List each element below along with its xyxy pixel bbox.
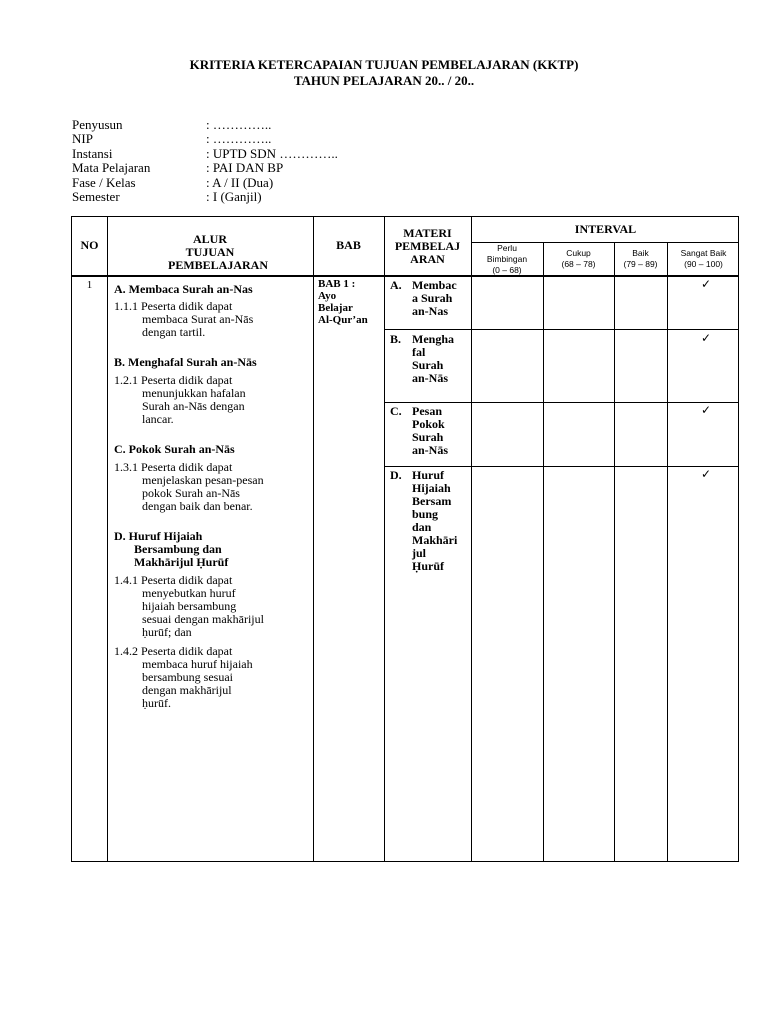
materi-line: fal [412, 345, 426, 359]
interval-cukup [543, 248, 614, 270]
materi-line: Membac [412, 278, 457, 292]
checkmark-icon: ✓ [701, 277, 712, 291]
item-line: hijaiah bersambung [142, 599, 237, 613]
item-line: Surah an-Nās dengan [142, 399, 245, 413]
col-divider [614, 242, 615, 861]
materi-line: Mengha [412, 332, 454, 346]
item-line: membaca Surat an-Nās [142, 312, 254, 326]
meta-value: : ………….. [206, 131, 272, 147]
atp-item-1-4-2 [114, 645, 310, 710]
item-number: 1.1.1 [114, 299, 138, 313]
materi-letter: C. [390, 404, 402, 418]
materi-line: an-Nās [412, 371, 449, 385]
item-line: sesuai dengan makhārijul [142, 612, 264, 626]
document-title: KRITERIA KETERCAPAIAN TUJUAN PEMBELAJARAN (KKTP) [189, 57, 579, 72]
interval-sangat-baik [667, 248, 740, 270]
meta-label: Mata Pelajaran [72, 160, 151, 176]
col-divider [471, 217, 472, 861]
section-title-line: D. Huruf Hijaiah [114, 529, 203, 543]
materi-text [412, 279, 457, 318]
meta-value: : UPTD SDN ………….. [206, 145, 338, 161]
row-divider [384, 402, 738, 403]
row-divider [384, 466, 738, 467]
materi-line: Surah [412, 430, 444, 444]
bab-line: Ayo [318, 290, 337, 302]
meta-label: Fase / Kelas [72, 174, 136, 190]
meta-label: Instansi [72, 145, 113, 161]
meta-label: Semester [72, 189, 120, 205]
col-divider [667, 242, 668, 861]
checkmark-icon: ✓ [701, 331, 712, 345]
meta-value: : I (Ganjil) [206, 189, 262, 205]
item-line: Peserta didik dapat [141, 299, 233, 313]
meta-label: Penyusun [72, 117, 123, 132]
item-line: dengan tartil. [142, 325, 206, 339]
meta-row-penyusun [72, 118, 338, 132]
item-line: dengan baik dan benar. [142, 499, 253, 513]
interval-range: (0 – 68) [492, 265, 522, 275]
checkmark-icon: ✓ [701, 403, 712, 417]
materi-line: jul [412, 546, 427, 560]
materi-line: an-Nās [412, 443, 449, 457]
item-line: ḥurūf. [142, 696, 171, 710]
materi-letter: B. [390, 332, 402, 346]
checkmark-icon: ✓ [701, 467, 712, 481]
meta-row-semester [72, 190, 338, 204]
materi-line: bung [412, 507, 439, 521]
header-interval: INTERVAL [574, 222, 637, 236]
interval-label: Sangat Baik [680, 248, 727, 258]
item-number: 1.4.2 [114, 644, 138, 658]
section-title-d [114, 530, 310, 569]
item-number: 1.2.1 [114, 373, 138, 387]
kktp-table [71, 216, 739, 862]
item-number: 1.3.1 [114, 460, 138, 474]
meta-value: : A / II (Dua) [206, 174, 274, 190]
item-line: Peserta didik dapat [141, 573, 233, 587]
interval-range: (68 – 78) [561, 259, 596, 269]
materi-a [390, 279, 470, 318]
atp-item-1-1-1 [114, 300, 310, 339]
col-divider [384, 217, 385, 861]
col-divider [107, 217, 108, 861]
atp-content [114, 283, 310, 710]
header-no: NO [80, 238, 99, 252]
section-title-line: Bersambung dan [134, 542, 222, 556]
item-line: Peserta didik dapat [141, 644, 233, 658]
section-title-a: A. Membaca Surah an-Nas [114, 282, 253, 296]
bab-line: BAB 1 : [318, 278, 356, 290]
item-line: ḥurūf; dan [142, 625, 192, 639]
materi-line: a Surah [412, 291, 453, 305]
materi-d [390, 469, 470, 573]
materi-line: Surah [412, 358, 444, 372]
materi-line: an-Nas [412, 304, 449, 318]
interval-perlu-bimbingan [471, 243, 543, 276]
item-line: Peserta didik dapat [141, 373, 233, 387]
interval-range: (79 – 89) [623, 259, 658, 269]
bab-content [318, 278, 382, 326]
header-materi-line: MATERI [403, 226, 452, 240]
col-divider [313, 217, 314, 861]
section-title-c: C. Pokok Surah an-Nās [114, 442, 235, 456]
header-materi-line: ARAN [410, 252, 445, 266]
materi-b [390, 333, 470, 385]
materi-line: Bersam [412, 494, 452, 508]
interval-label: Baik [632, 248, 649, 258]
materi-line: Ḥurūf [412, 559, 445, 573]
interval-label: Cukup [566, 248, 591, 258]
item-line: membaca huruf hijaiah [142, 657, 253, 671]
section-title-b: B. Menghafal Surah an-Nās [114, 355, 257, 369]
item-line: menjelaskan pesan-pesan [142, 473, 264, 487]
materi-letter: A. [390, 278, 402, 292]
row-number: 1 [86, 279, 93, 291]
materi-line: Pokok [412, 417, 445, 431]
identity-block [72, 118, 338, 204]
atp-item-1-2-1 [114, 374, 310, 426]
item-line: lancar. [142, 412, 174, 426]
materi-line: Makhāri [412, 533, 458, 547]
meta-row-fase [72, 176, 338, 190]
materi-letter: D. [390, 468, 402, 482]
materi-line: Huruf [412, 468, 445, 482]
header-materi-line: PEMBELAJ [394, 239, 461, 253]
atp-item-1-3-1 [114, 461, 310, 513]
interval-range: (90 – 100) [684, 259, 723, 269]
meta-row-mapel [72, 161, 338, 175]
header-materi [384, 227, 471, 266]
materi-line: dan [412, 520, 432, 534]
meta-value: : ………….. [206, 117, 272, 132]
document-subtitle: TAHUN PELAJARAN 20.. / 20.. [293, 73, 475, 88]
header-atp: ALUR TUJUAN PEMBELAJARAN [168, 232, 269, 272]
item-number: 1.4.1 [114, 573, 138, 587]
col-divider [543, 242, 544, 861]
materi-line: Pesan [412, 404, 442, 418]
item-line: dengan makhārijul [142, 683, 232, 697]
item-line: bersambung sesuai [142, 670, 233, 684]
bab-line: Belajar [318, 302, 353, 314]
atp-item-1-4-1 [114, 574, 310, 639]
interval-baik [614, 248, 667, 270]
row-divider [384, 329, 738, 330]
materi-text [412, 469, 457, 573]
item-line: menunjukkan hafalan [142, 386, 246, 400]
bab-line: Al-Qur’an [318, 314, 368, 326]
interval-label: Perlu [497, 243, 517, 253]
interval-label: Bimbingan [486, 254, 528, 264]
materi-text [412, 405, 448, 457]
materi-line: Hijaiah [412, 481, 451, 495]
materi-text [412, 333, 454, 385]
section-title-line: Makhārijul Ḥurūf [134, 555, 229, 569]
item-line: Peserta didik dapat [141, 460, 233, 474]
meta-value: : PAI DAN BP [206, 160, 284, 176]
header-divider [72, 275, 738, 277]
item-line: menyebutkan huruf [142, 586, 236, 600]
materi-c [390, 405, 470, 457]
header-bab: BAB [336, 238, 361, 252]
meta-row-nip [72, 132, 338, 146]
item-line: pokok Surah an-Nās [142, 486, 240, 500]
meta-row-instansi [72, 147, 338, 161]
meta-label: NIP [72, 131, 93, 147]
